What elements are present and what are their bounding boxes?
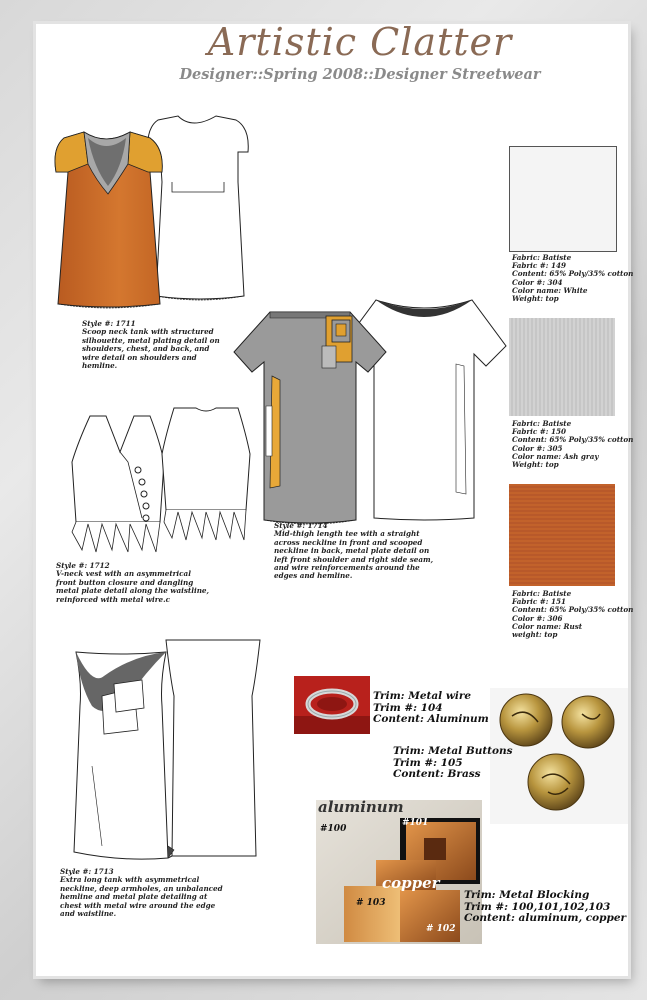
- trim-number: Trim #: 105: [393, 756, 463, 769]
- fabric-color-number: Color #: 306: [512, 613, 563, 623]
- style-desc-line: metal plate detail along the waistline,: [56, 586, 209, 596]
- fabric-content: Content: 65% Poly/35% cotton: [512, 269, 634, 279]
- fabric-info-150: [512, 420, 633, 469]
- aluminum-label: aluminum: [318, 798, 404, 816]
- fabric-color-name: Color name: Rust: [512, 621, 583, 631]
- style-desc-line: reinforced with metal wire.c: [56, 594, 170, 604]
- style-1712-back-sketch: [156, 404, 256, 544]
- style-desc-line: hemline.: [82, 361, 118, 371]
- style-number: Style #: 1712: [56, 561, 110, 570]
- style-desc-line: hemline and metal plate detailing at: [60, 892, 208, 902]
- fabric-content: Content: 65% Poly/35% cotton: [512, 435, 634, 445]
- style-desc-line: edges and hemline.: [274, 571, 353, 581]
- style-desc-line: neckline in back, metal plate detail on: [274, 546, 430, 556]
- metal-blocking-photo: [316, 800, 482, 944]
- trim-number: Trim #: 104: [373, 701, 443, 714]
- fabric-content: Content: 65% Poly/35% cotton: [512, 605, 634, 615]
- trim-content: Content: Aluminum: [373, 713, 489, 725]
- fabric-weight: Weight: top: [512, 294, 559, 304]
- fabric-color-number: Color #: 305: [512, 443, 563, 453]
- style-desc-line: Scoop neck tank with structured: [82, 327, 214, 337]
- metal-wire-photo: [294, 676, 370, 734]
- style-number: Style #: 1714: [274, 521, 328, 530]
- fabric-info-149: [512, 254, 633, 303]
- fabric-color-name: Color name: Ash gray: [512, 451, 599, 461]
- style-1712-caption: [56, 562, 209, 604]
- style-desc-line: Extra long tank with asymmetrical: [60, 875, 200, 885]
- blocking-101-label: #101: [402, 818, 429, 828]
- style-desc-line: V-neck vest with an asymmetrical: [56, 569, 191, 579]
- style-desc-line: Mid-thigh length tee with a straight: [274, 529, 420, 539]
- fabric-name: Fabric: Batiste: [512, 589, 572, 598]
- blocking-102-label: # 102: [426, 924, 456, 934]
- fabric-color-name: Color name: White: [512, 285, 588, 295]
- style-number: Style #: 1711: [82, 319, 136, 328]
- trim-name: Trim: Metal Buttons: [393, 745, 513, 757]
- style-desc-line: across neckline in front and scooped: [274, 537, 423, 547]
- fabric-number: Fabric #: 151: [512, 597, 566, 607]
- style-number: Style #: 1713: [60, 867, 114, 876]
- fabric-name: Fabric: Batiste: [512, 419, 572, 428]
- trim-info-105: [393, 746, 513, 781]
- style-desc-line: chest with metal wire around the edge: [60, 900, 216, 910]
- page-subtitle: Designer::Spring 2008::Designer Streetwear: [179, 66, 541, 83]
- fabric-weight: weight: top: [512, 630, 558, 640]
- style-1713-caption: [60, 868, 223, 918]
- blocking-100-label: #100: [320, 824, 347, 834]
- fabric-name: Fabric: Batiste: [512, 253, 572, 262]
- style-desc-line: left front shoulder and right side seam,: [274, 554, 434, 564]
- trim-number: Trim #: 100,101,102,103: [464, 900, 611, 913]
- fabric-swatch-rust: [509, 484, 615, 586]
- trim-name: Trim: Metal Blocking: [464, 889, 590, 901]
- style-desc-line: wire detail on shoulders and: [82, 352, 197, 362]
- style-1714-caption: [274, 522, 433, 581]
- trim-name: Trim: Metal wire: [373, 690, 472, 702]
- page-title: Artistic Clatter: [207, 20, 513, 64]
- style-desc-line: neckline, deep armholes, an unbalanced: [60, 883, 223, 893]
- fabric-color-number: Color #: 304: [512, 277, 563, 287]
- copper-label: copper: [382, 874, 440, 892]
- style-1711-front-sketch: [44, 128, 174, 313]
- fabric-swatch-ash-gray: [509, 318, 615, 416]
- fabric-number: Fabric #: 149: [512, 261, 566, 271]
- fabric-info-151: [512, 590, 633, 639]
- style-1712-front-sketch: [68, 412, 170, 554]
- style-desc-line: and wire reinforcements around the: [274, 563, 420, 573]
- trim-content: Content: Brass: [393, 768, 481, 780]
- trim-info-blocking: [464, 890, 626, 925]
- trim-info-104: [373, 691, 489, 726]
- style-desc-line: front button closure and dangling: [56, 577, 194, 587]
- trim-content: Content: aluminum, copper: [464, 912, 627, 924]
- fabric-weight: Weight: top: [512, 460, 559, 470]
- style-desc-line: and waistline.: [60, 909, 117, 919]
- blocking-103-label: # 103: [356, 898, 386, 908]
- style-1711-caption: [82, 320, 220, 370]
- style-desc-line: silhouette, metal plating detail on: [82, 335, 220, 345]
- fabric-swatch-white: [509, 146, 617, 252]
- style-1713-front-sketch: [62, 646, 182, 866]
- fabric-number: Fabric #: 150: [512, 427, 566, 437]
- style-desc-line: shoulders, chest, and back, and: [82, 344, 210, 354]
